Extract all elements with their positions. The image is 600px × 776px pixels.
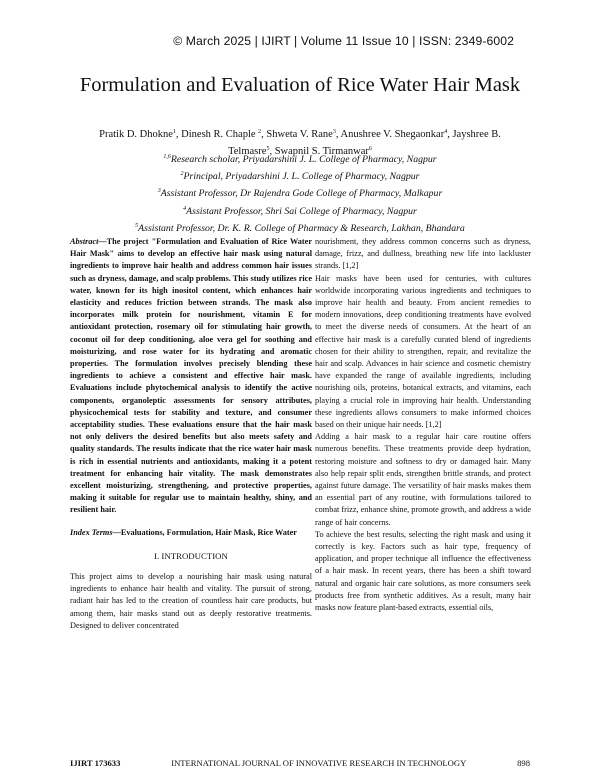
author-name: Shweta V. Rane (266, 129, 333, 140)
running-header: © March 2025 | IJIRT | Volume 11 Issue 10 | ISSN: 2349-6002 (173, 34, 514, 48)
right-column (315, 236, 531, 614)
left-column (70, 236, 312, 632)
affiliation-list (60, 150, 540, 236)
author-sup: 1 (172, 129, 176, 135)
body-paragraph: To achieve the best results, selecting the right mask and using it correctly is key. Factors such as hair type, frequency of application, and proper technique all influence the effectiveness of a hair mask. In recent years, there has been a shift toward natural and organic hair care solutions, as more consumers seek products free from synthetic additives. As a result, many hair masks now feature plant-based extracts, essential oils, (315, 529, 531, 613)
author-name: Anushree V. Shegaonkar (340, 129, 445, 140)
affiliation-sup: 2 (180, 171, 184, 178)
index-terms-label: Index Terms (70, 527, 113, 537)
intro-paragraph: This project aims to develop a nourishing hair mask using natural ingredients to enhance hair health and vitality. The pursuit of strong, radiant hair has led to the creation of countless hair care products, but among them, hair masks stand out as deeply restorative treatments. Designed to deliver concentrated (70, 572, 312, 630)
affiliation-sup: 4 (183, 205, 187, 212)
paper-title: Formulation and Evaluation of Rice Water Hair Mask (79, 74, 521, 96)
affiliation-sup: 1,6 (163, 154, 171, 160)
affiliation-text: Principal, Priyadarshini J. L. College of Pharmacy, Nagpur (183, 171, 420, 183)
body-paragraph: nourishment, they address common concerns such as dryness, damage, frizz, and dullness, breathing new life into lackluster strands. [1,2] (315, 237, 531, 271)
affiliation (60, 184, 540, 201)
author-sup: 6 (368, 146, 372, 152)
affiliation-sup: 5 (135, 222, 139, 229)
abstract-text: —The project "Formulation and Evaluation of Rice Water Hair Mask" aims to develop an effective hair mask using natural ingredients to improve hair health and address common hair issues such as dryness, damage, and scalp problems. This study utilizes rice water, known for its high inositol content, which enhances hair elasticity and reduces friction between strands. The mask also incorporates milk protein for nourishment, vitamin E for antioxidant protection, rosemary oil for stimulating hair growth, coconut oil for deep conditioning, aloe vera gel for soothing and moisturizing, and rose water for its hydrating and aromatic properties. The formulation involves precisely blending these ingredients to achieve a consistent and effective hair mask. Evaluations include phytochemical analysis to identify the active components, organoleptic assessments for sensory attributes, physicochemical tests for stability and texture, and consumer acceptability studies. These evaluations ensure that the hair mask not only delivers the desired benefits but also meets safety and quality standards. The results indicate that the rice water hair mask is rich in essential nutrients and antioxidants, making it a potent treatment for enhancing hair vitality. The mask demonstrates excellent moisturizing, strengthening, and protective properties, making it suitable for regular use to maintain healthy, shiny, and resilient hair. (70, 237, 312, 515)
affiliation (60, 150, 540, 167)
author-list: Pratik D. Dhokne$^1$, Dinesh R. Chaple $^2$, Shweta V. Rane$^3$, Anushree V. Shegaonkar$^4$, Jayshree B. Telmasre$^5$, Swapnil S. Tirmanwar$^6$ (99, 129, 501, 157)
body-paragraph: Adding a hair mask to a regular hair care routine offers numerous benefits. These treatments provide deep hydration, restoring moisture and softness to dry or damaged hair. Many also help repair split ends, strengthen brittle strands, and protect against future damage. The versatility of hair masks makes them an essential part of any routine, with formulations tailored to combat frizz, enhance shine, promote growth, and address a wide range of hair concerns. (315, 432, 531, 527)
abstract (70, 236, 312, 517)
author-name: Dinesh R. Chaple (181, 129, 256, 140)
page-number: 898 (517, 758, 530, 768)
section-heading: I. INTRODUCTION (154, 550, 228, 561)
body-paragraph: Hair masks have been used for centuries, with cultures worldwide incorporating various ingredients and techniques to improve hair health and beauty. From ancient remedies to modern innovations, deep conditioning treatments have evolved to meet the diverse needs of consumers. At the heart of an effective hair mask is a carefully curated blend of ingredients chosen for their ability to strengthen, repair, and revitalize the hair and scalp. Advances in hair science and cosmetic chemistry have expanded the range of available ingredients, including nourishing oils, proteins, botanical extracts, and vitamins, each playing a crucial role in improving hair health. Understanding these ingredients allows consumers to make informed choices based on their unique hair needs. [1,2] (315, 273, 531, 430)
author-sup: 4 (444, 129, 448, 135)
affiliation (60, 202, 540, 219)
affiliation-text: Research scholar, Priyadarshini J. L. College of Pharmacy, Nagpur (170, 154, 437, 165)
affiliation-text: Assistant Professor, Dr. K. R. College of Pharmacy & Research, Lakhan, Bhandara (138, 222, 465, 234)
index-terms (70, 527, 312, 539)
author-sup: 2 (258, 129, 262, 135)
journal-name: INTERNATIONAL JOURNAL OF INNOVATIVE RESEARCH IN TECHNOLOGY (171, 758, 467, 768)
affiliation-text: Assistant Professor, Shri Sai College of Pharmacy, Nagpur (186, 205, 417, 217)
page-footer (70, 758, 530, 768)
index-terms-text: —Evaluations, Formulation, Hair Mask, Rice Water (112, 527, 297, 537)
affiliation-text: Assistant Professor, Dr Rajendra Gode College of Pharmacy, Malkapur (160, 188, 443, 200)
affiliation (60, 219, 540, 236)
affiliation (60, 167, 540, 184)
journal-id: IJIRT 173633 (70, 758, 121, 768)
author-name: Jayshree B. Telmasre (228, 129, 501, 157)
affiliation-sup: 3 (157, 188, 161, 195)
author-name: Swapnil S. Tirmanwar (274, 146, 369, 157)
abstract-label: Abstract (70, 237, 99, 246)
author-sup: 5 (266, 146, 270, 152)
author-name: Pratik D. Dhokne (99, 129, 173, 140)
author-sup: 3 (332, 129, 336, 135)
